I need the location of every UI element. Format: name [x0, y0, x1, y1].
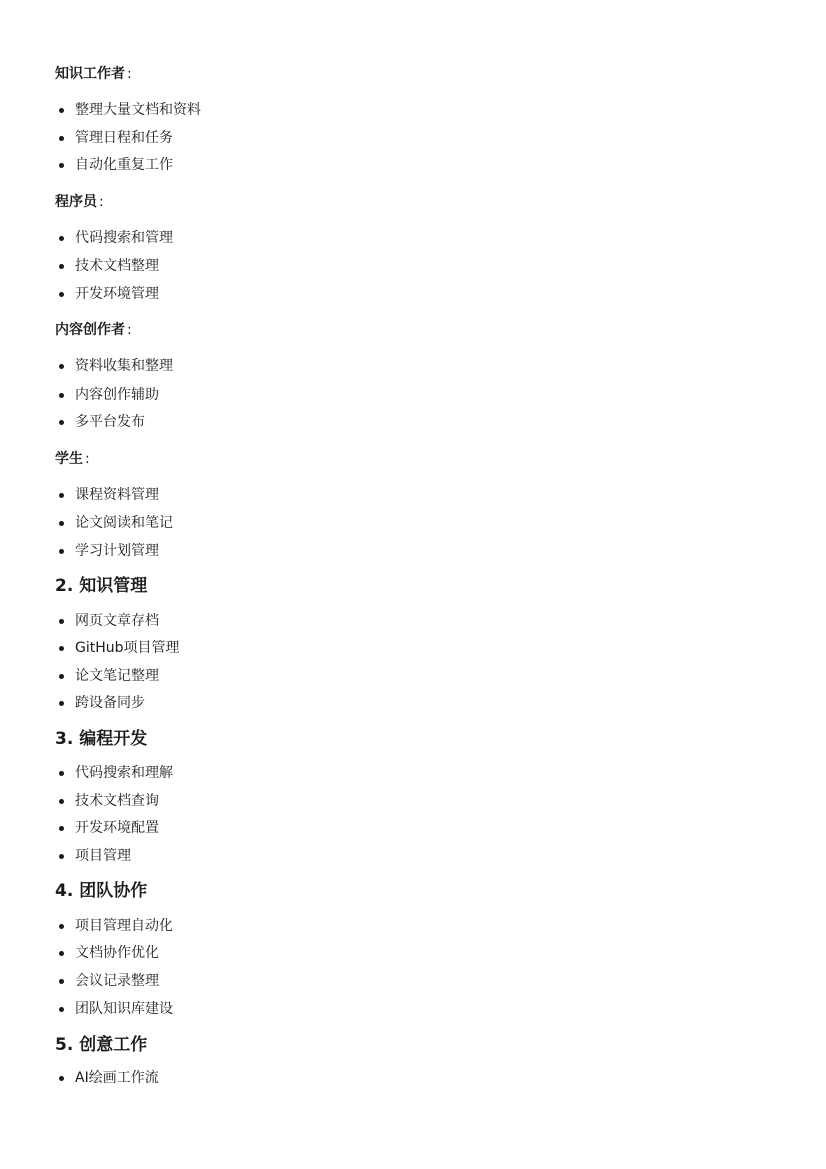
list-item: 课程资料管理: [55, 485, 159, 505]
list-item: 网页文章存档: [55, 611, 159, 631]
group-title-text: 知识工作者: [55, 66, 125, 82]
bullet-list: [55, 611, 159, 631]
list-item: 代码搜索和管理: [55, 228, 173, 248]
group-title: [55, 449, 90, 469]
bullet-list: [55, 999, 173, 1019]
bullet-list: [55, 412, 145, 432]
bullet-list: [55, 971, 159, 991]
list-item: 管理日程和任务: [55, 128, 173, 148]
list-item: 自动化重复工作: [55, 155, 173, 175]
group-title: [55, 192, 104, 212]
section-heading: 4. 团队协作: [55, 881, 148, 901]
section-heading: 5. 创意工作: [55, 1035, 148, 1055]
group-title-text: 程序员: [55, 194, 97, 210]
group-title-colon: :: [99, 194, 104, 210]
bullet-list: [55, 818, 159, 838]
group-title-colon: :: [85, 451, 90, 467]
bullet-list: [55, 666, 159, 686]
bullet-list: [55, 128, 173, 148]
bullet-list: [55, 485, 159, 505]
bullet-list: [55, 1068, 159, 1088]
list-item: GitHub项目管理: [55, 638, 180, 658]
list-item: 资料收集和整理: [55, 356, 173, 376]
group-title-text: 内容创作者: [55, 322, 125, 338]
group-title-colon: :: [127, 66, 132, 82]
list-item: 项目管理自动化: [55, 916, 173, 936]
list-item: 跨设备同步: [55, 693, 145, 713]
list-item: 开发环境管理: [55, 284, 159, 304]
list-item: 项目管理: [55, 846, 131, 866]
bullet-list: [55, 155, 173, 175]
bullet-list: [55, 541, 159, 561]
list-item: 整理大量文档和资料: [55, 100, 201, 120]
list-item: 开发环境配置: [55, 818, 159, 838]
list-item: AI绘画工作流: [55, 1068, 159, 1088]
list-item: 会议记录整理: [55, 971, 159, 991]
section-heading: 3. 编程开发: [55, 729, 148, 749]
bullet-list: [55, 846, 131, 866]
list-item: 文档协作优化: [55, 943, 159, 963]
group-title: [55, 64, 132, 84]
list-item: 技术文档整理: [55, 256, 159, 276]
bullet-list: [55, 693, 145, 713]
bullet-list: [55, 284, 159, 304]
group-title: [55, 320, 132, 340]
list-item: 论文笔记整理: [55, 666, 159, 686]
group-title-colon: :: [127, 322, 132, 338]
bullet-list: [55, 916, 173, 936]
audience-group: [55, 64, 132, 84]
list-item: 团队知识库建设: [55, 999, 173, 1019]
section-heading: 2. 知识管理: [55, 576, 148, 596]
bullet-list: [55, 943, 159, 963]
bullet-list: [55, 100, 201, 120]
list-item: 内容创作辅助: [55, 385, 159, 405]
bullet-list: [55, 791, 159, 811]
list-item: 代码搜索和理解: [55, 763, 173, 783]
bullet-list: [55, 638, 180, 658]
list-item: 多平台发布: [55, 412, 145, 432]
bullet-list: [55, 228, 173, 248]
bullet-list: [55, 763, 173, 783]
bullet-list: [55, 356, 173, 376]
list-item: 论文阅读和笔记: [55, 513, 173, 533]
group-title-text: 学生: [55, 451, 83, 467]
list-item: 学习计划管理: [55, 541, 159, 561]
list-item: 技术文档查询: [55, 791, 159, 811]
bullet-list: [55, 256, 159, 276]
bullet-list: [55, 513, 173, 533]
bullet-list: [55, 385, 159, 405]
